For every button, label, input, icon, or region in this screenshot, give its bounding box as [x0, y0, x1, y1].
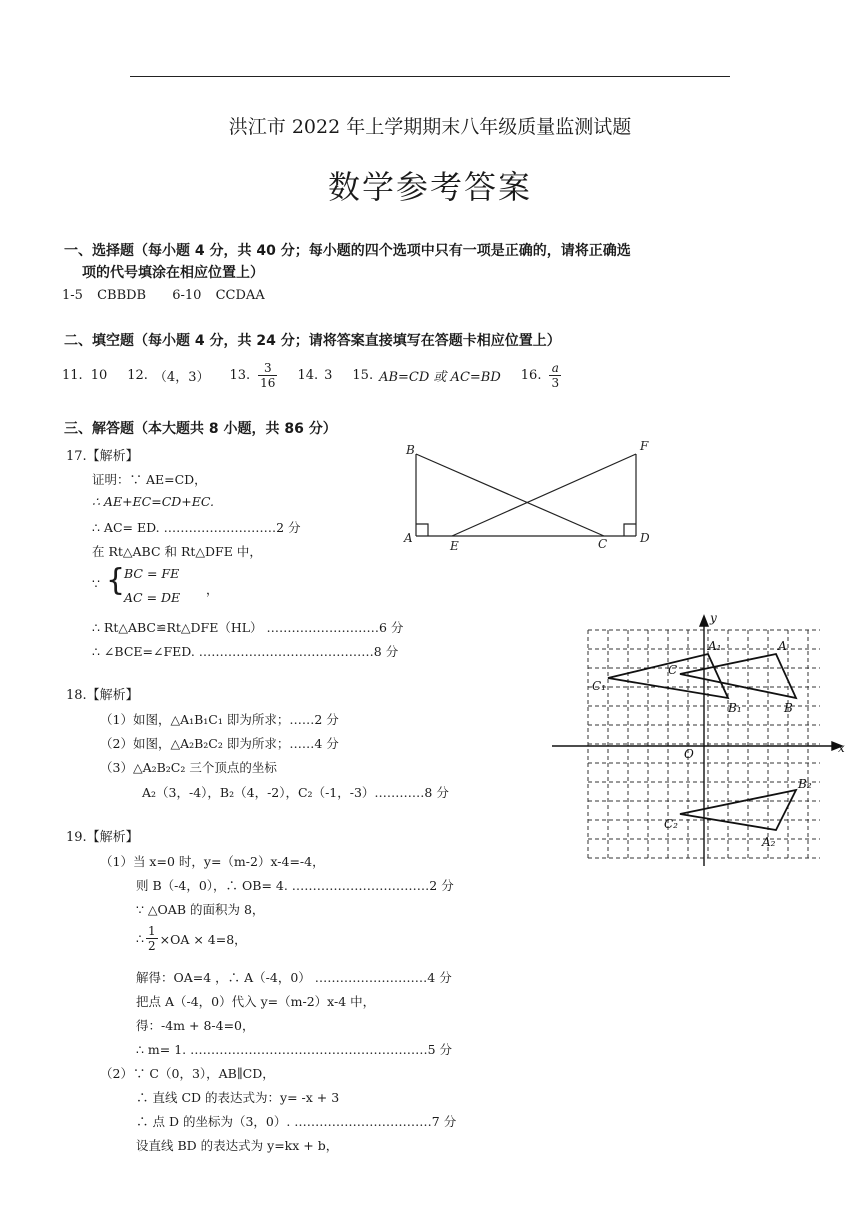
label-origin: O — [684, 747, 694, 761]
section1-heading-cont: 项的代号填涂在相应位置上） — [82, 265, 264, 281]
q19-line4 — [136, 924, 247, 953]
q14-answer: 3 — [324, 367, 333, 383]
section2-answers — [62, 354, 561, 396]
label-c: C — [668, 663, 678, 677]
label-a: A — [404, 531, 413, 545]
q12-number: 12. — [127, 367, 148, 383]
q19-line10: ∴ 直线 CD 的表达式为：y= -x + 3 — [136, 1090, 340, 1105]
q17-label: 17.【解析】 — [66, 449, 139, 464]
label-c2: C₂ — [664, 817, 678, 831]
q17-condition2: AC = DE — [124, 590, 181, 605]
q19-line5: 解得：OA=4 ，∴ A（-4，0） ………………………4 分 — [136, 970, 452, 985]
q18-label: 18.【解析】 — [66, 688, 139, 703]
q19-line1: （1）当 x=0 时，y=（m-2）x-4=-4， — [100, 854, 325, 869]
label-b1: B₁ — [728, 701, 742, 715]
q17-line2: ∴ AE+EC=CD+EC. — [92, 494, 214, 509]
q19-line9: （2）∵ C（0，3），AB∥CD， — [100, 1066, 275, 1081]
label-b: B — [784, 701, 793, 715]
q19-therefore: ∴ — [136, 931, 144, 946]
q15-number: 15. — [352, 367, 374, 383]
q19-line7: 得：-4m + 8-4=0， — [136, 1018, 255, 1033]
right-angle-a — [416, 524, 428, 536]
answers1: CBBDB — [97, 288, 147, 303]
segment-bc — [416, 454, 604, 536]
section2-heading: 二、填空题（每小题 4 分，共 24 分；请将答案直接填写在答题卡相应位置上） — [64, 333, 561, 349]
q17-because: ∵ — [92, 576, 100, 591]
segment-fe — [452, 454, 636, 536]
label-b2: B₂ — [798, 777, 812, 791]
label-c1: C₁ — [592, 679, 606, 693]
q19-half-numerator: 1 — [147, 924, 156, 938]
q19-half-denominator: 2 — [147, 939, 156, 953]
q12-answer: （4，3） — [153, 369, 210, 385]
label-x: x — [838, 741, 845, 755]
label-y: y — [710, 611, 717, 625]
q17-figure — [396, 436, 666, 556]
triangle-abc — [680, 654, 796, 698]
label-a1: A₁ — [708, 639, 722, 653]
q14-number: 14. — [297, 367, 319, 383]
range2: 6-10 — [172, 288, 202, 303]
q18-coordinate-figure — [552, 610, 848, 870]
q13-number: 13. — [229, 367, 251, 383]
q19-line12: 设直线 BD 的表达式为 y=kx + b， — [136, 1138, 339, 1153]
q19-line2: 则 B（-4，0），∴ OB= 4. ……………………………2 分 — [136, 878, 454, 893]
header-rule — [130, 76, 730, 77]
q18-line1: （1）如图，△A₁B₁C₁ 即为所求；……2 分 — [100, 712, 339, 727]
q19-label: 19.【解析】 — [66, 830, 139, 845]
q19-half-fraction — [146, 924, 158, 953]
section1-answers — [62, 288, 265, 303]
q18-line4: A₂（3，-4），B₂（4，-2），C₂（-1，-3）…………8 分 — [142, 785, 449, 800]
q16-fraction — [549, 361, 561, 390]
y-axis-arrow — [700, 616, 708, 626]
q19-line6: 把点 A（-4，0）代入 y=（m-2）x-4 中， — [136, 994, 376, 1009]
section3-heading: 三、解答题（本大题共 8 小题，共 86 分） — [64, 421, 337, 437]
q17-line3: ∴ AC= ED. ………………………2 分 — [92, 520, 301, 535]
q11-answer: 10 — [90, 367, 108, 383]
document-title: 洪江市 2022 年上学期期末八年级质量监测试题 — [228, 116, 632, 138]
q17-line1: 证明：∵ AE=CD， — [92, 472, 207, 487]
q16-denominator: 3 — [551, 375, 560, 390]
right-angle-d — [624, 524, 636, 536]
q19-line8: ∴ m= 1. …………………………………………………5 分 — [136, 1042, 453, 1057]
q19-line3: ∵ △OAB 的面积为 8， — [136, 902, 265, 917]
q19-area-expression: ×OA × 4=8， — [159, 931, 247, 947]
label-e: E — [450, 539, 459, 553]
q18-line2: （2）如图，△A₂B₂C₂ 即为所求；……4 分 — [100, 736, 339, 751]
q17-condition1: BC = FE — [124, 566, 180, 581]
q13-numerator: 3 — [258, 361, 277, 376]
q17-line7: ∴ ∠BCE=∠FED. ……………………………………8 分 — [92, 644, 399, 659]
q13-fraction — [258, 361, 277, 390]
answers2: CCDAA — [215, 288, 265, 303]
q16-numerator: a — [549, 361, 561, 376]
section1-heading: 一、选择题（每小题 4 分，共 40 分；每小题的四个选项中只有一项是正确的，请将正确选 — [64, 243, 631, 259]
q17-comma: ， — [206, 582, 219, 597]
label-f: F — [640, 439, 649, 453]
q17-line6: ∴ Rt△ABC≌Rt△DFE（HL） ………………………6 分 — [92, 620, 404, 635]
label-a: A — [778, 639, 787, 653]
q17-line4: 在 Rt△ABC 和 Rt△DFE 中， — [92, 544, 262, 559]
q11-number: 11. — [62, 367, 83, 383]
label-d: D — [640, 531, 650, 545]
label-b: B — [406, 443, 415, 457]
label-c: C — [598, 537, 608, 551]
triangle-a2b2c2 — [680, 790, 796, 830]
q16-number: 16. — [520, 367, 542, 383]
q15-answer: AB=CD 或 AC=BD — [379, 369, 501, 385]
q18-line3: （3）△A₂B₂C₂ 三个顶点的坐标 — [100, 760, 277, 775]
q19-line11: ∴ 点 D 的坐标为（3，0）. ……………………………7 分 — [136, 1114, 457, 1129]
document-subtitle: 数学参考答案 — [327, 168, 532, 206]
label-a2: A₂ — [762, 835, 776, 849]
q17-brace: { — [106, 563, 126, 598]
q13-denominator: 16 — [260, 375, 276, 390]
range1: 1-5 — [62, 288, 83, 303]
